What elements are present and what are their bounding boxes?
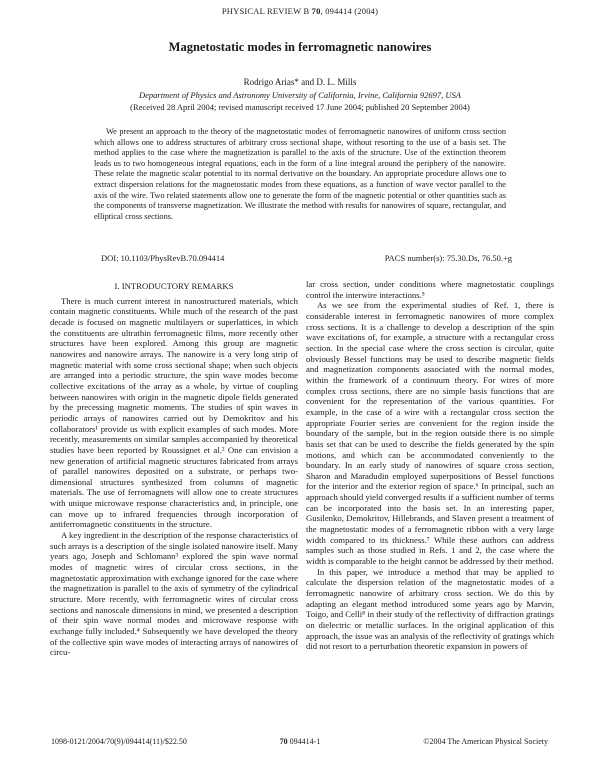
paper-title: Magnetostatic modes in ferromagnetic nanowires [168, 40, 432, 54]
footer-volume: 70 [279, 737, 288, 746]
journal-header: PHYSICAL REVIEW B 70, 094414 (2004) [221, 6, 379, 16]
body-paragraph: In this paper, we introduce a method that may be applied to calculate the dispersion relation of the magnetostatic modes of a ferromagnetic nanowire of arbitrary cross section. We do this by adapting an elegant method introduced some years ago by Marvin, Toigo, and Celli⁸ in their study of the reflectivity of diffraction gratings on dielectric or metallic surfaces. In the original application of this approach, the issue was an analysis of the reflectivity of gratings which did not resort to a perturbation theoretic expansion in powers of [306, 566, 555, 652]
abstract: We present an approach to the theory of the magnetostatic modes of ferromagnetic nanowires of uniform cross section which allows one to address structures of arbitrary cross sectional shape, without resorting to the use of a basis set. The method applies to the case where the magnetization is parallel to the axis of the structure. Use of the extinction theorem leads us to two homogeneous integral equations, each in the form of a line integral around the periphery of the nanowire. These relate the magnetic scalar potential to its normal derivative on the boundary. An appropriate procedure allows one to extract dispersion relations for the magnetostatic modes from these equations, as a function of wave vector parallel to the axis of the wire. Two related statements allow one to generate the form of the magnetic potential or other quantities such as the components of transverse magnetization. We illustrate the method with results for nanowires of square, rectangular, and elliptical cross sections. [94, 127, 506, 221]
footer-copyright: ©2004 The American Physical Society [423, 737, 548, 746]
body-paragraph: A key ingredient in the description of the response characteristics of such arrays is a description of the single isolated nanowire itself. Many years ago, Joseph and Schlomann³ explored the spin wave normal modes of magnetic wires of circular cross sections, in the magnetostatic approximation with exchange ignored for the case where the magnetization is parallel to the axis of symmetry of the cylindrical structure. More recently, with ferromagnetic wires of circular cross sections and nanoscale dimensions in mind, we presented a description of their spin wave normal modes and microwave response with exchange fully included.⁴ Subsequently we have developed the theory of the collective spin wave modes of interacting arrays of nanowires of circu- [50, 530, 298, 658]
article-number: 094414 (2004) [325, 6, 379, 16]
section-title: I. INTRODUCTORY REMARKS [114, 281, 234, 291]
affiliation: Department of Physics and Astronomy University of California, Irvine, California 92697, USA [138, 90, 462, 100]
body-paragraph: lar cross section, under conditions where magnetostatic couplings control the interwire interactions.⁵ [306, 279, 554, 300]
footer-page-number: 094414-1 [289, 737, 321, 746]
body-paragraph: There is much current interest in nanostructured materials, which contain magnetic constituents. While much of the research of the past decade is focused on magnetic multilayers or superlattices, in which the constituents are ultrathin ferromagnetic films, more recently other structures have been explored. Among this group are magnetic nanowires and nanowire arrays. The nanowire is a very long strip of magnetic material with some cross sectional shape; when such objects are arranged into a periodic structure, the spin wave modes become collective excitations of the array as a whole, by virtue of coupling between nanowires with origin in the magnetic dipole fields generated by the precessing magnetic moments. The studies of spin waves in periodic arrays of nanowires carried out by Demokritov and his collaborators¹ provide us with explicit examples of such modes. More recently, measurements on similar samples accompanied by theoretical studies have been reported by Roussignet et al.² One can envision a new generation of artificial magnetic structures fabricated from arrays of parallel nanowires deposited on a substrate, or perhaps two-dimensional structures synthesized from columns of magnetic materials. The use of ferromagnets will allow one to create structures with unique microwave response characteristics and, in principle, one can move up to infrared frequencies through incorporation of antiferromagnetic constituents in the structure. [50, 295, 298, 530]
left-column [50, 281, 298, 658]
received-dates: (Received 28 April 2004; revised manuscript received 17 June 2004; published 20 September 2004) [130, 102, 470, 112]
footer-issn: 1098-0121/2004/70(9)/094414(11)/$22.50 [51, 737, 187, 746]
body-paragraph: As we see from the experimental studies of Ref. 1, there is considerable interest in ferromagnetic nanowires of more complex cross sections. It is a challenge to develop a description of the spin wave excitations of, for example, a structure with a rectangular cross section. In the special case where the cross section is circular, quite obviously Bessel functions may be used to describe magnetic fields and magnetization components associated with the normal modes, within the framework of a continuum theory. For wires of more complex cross sections, there are no simple basis functions that are convenient for the representation of the various quantities. For example, in the case of a wire with a rectangular cross section the appropriate Fourier series are convenient for the region inside the boundary of the sample, but in the region outside there is no simple basis set that can be used to describe the fields generated by the spin motions, and which can be accommodated conveniently to the boundary. In an early study of nanowires of square cross section, Sharon and Maradudin employed superpositions of Bessel functions for the interior and the exterior region of space.⁶ In principal, such an approach should yield converged results if a sufficient number of terms can be incorporated into the basis set. In an interesting paper, Gusilenko, Demokritov, Hillebrands, and Slaven present a treatment of the magnetostatic modes of a ferromagnetic ribbon with a very large width compared to its thickness.⁷ While these authors can address samples such as those studied in Refs. 1 and 2, the case where the width is comparable to the height cannot be addressed by their method. [306, 300, 554, 567]
journal-volume: 70 [311, 6, 321, 16]
pacs-numbers: PACS number(s): 75.30.Ds, 76.50.+g [384, 253, 512, 263]
doi[interactable]: DOI: 10.1103/PhysRevB.70.094414 [101, 253, 225, 263]
right-column [306, 279, 554, 652]
journal-name: PHYSICAL REVIEW B [221, 6, 310, 16]
authors: Rodrigo Arias* and D. L. Mills [243, 77, 357, 87]
